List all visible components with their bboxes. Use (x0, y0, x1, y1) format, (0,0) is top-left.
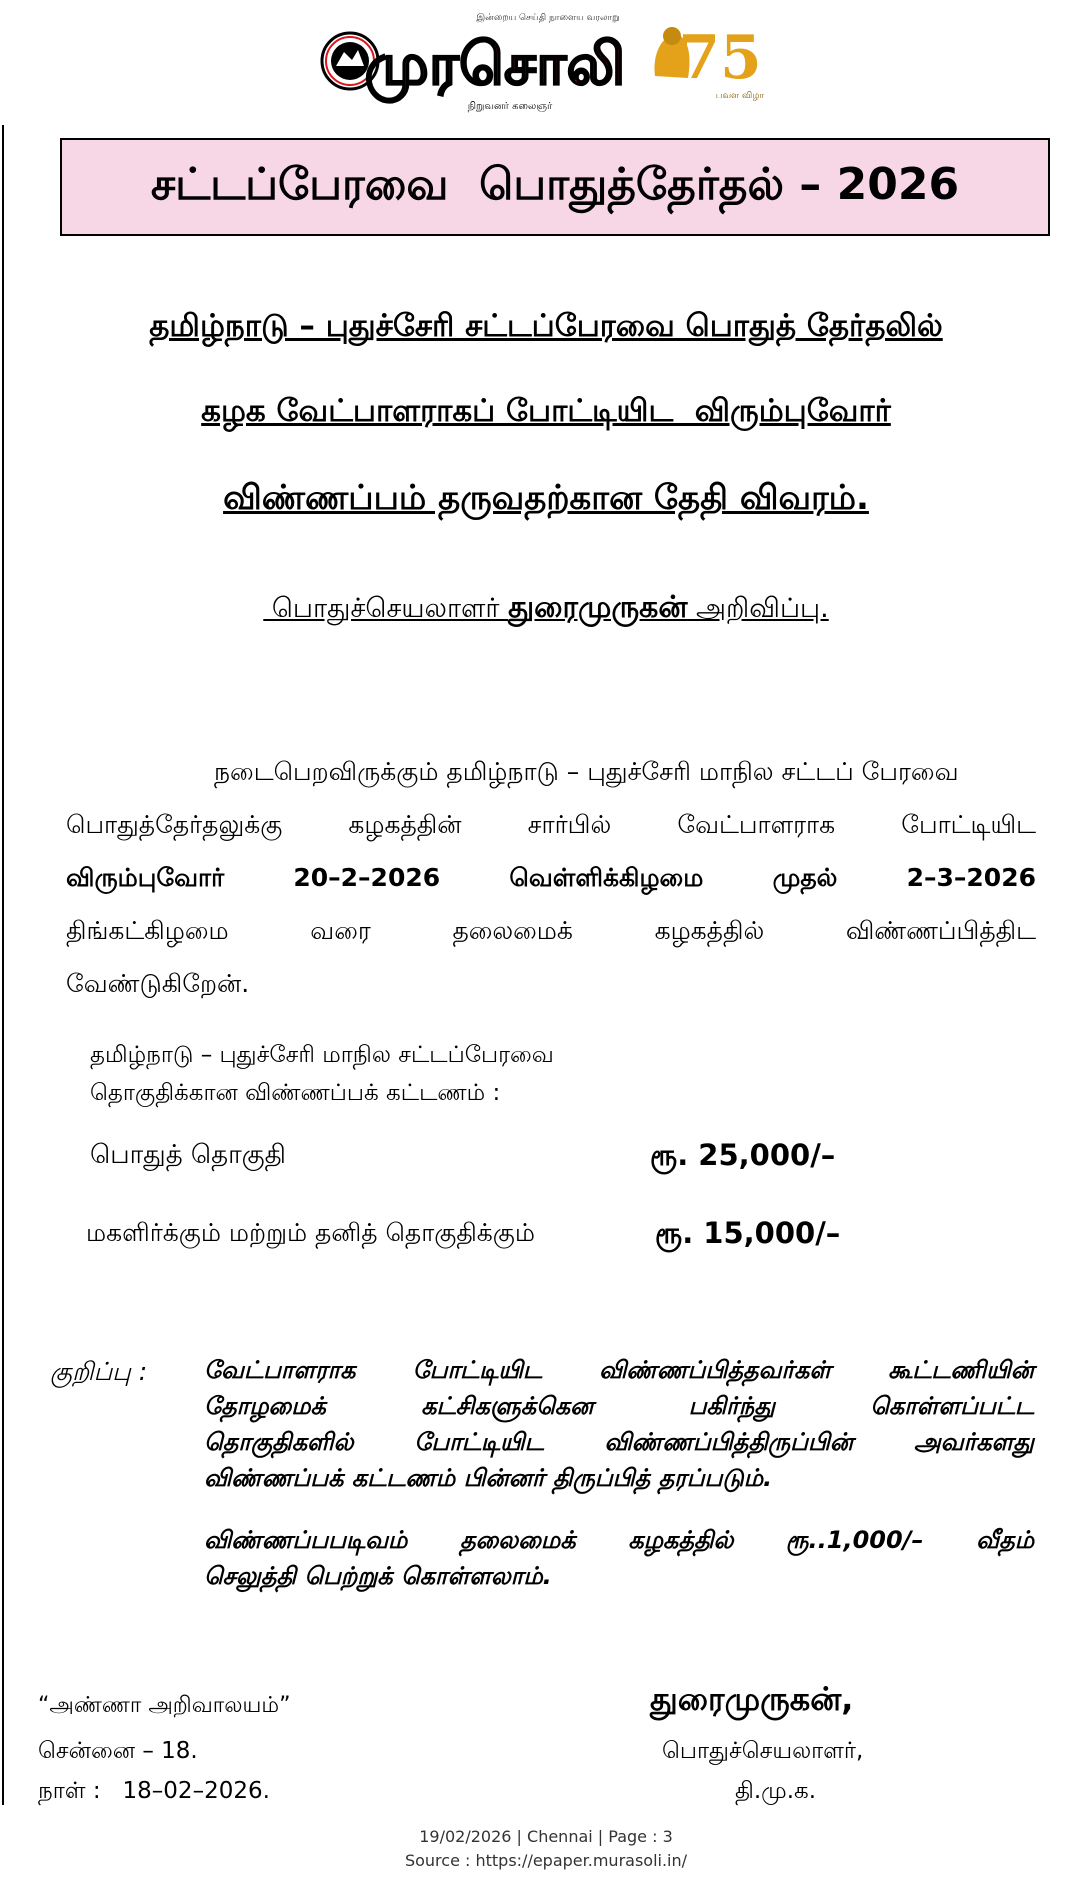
fee-general-label: பொதுத் தொகுதி (90, 1140, 286, 1170)
left-margin-rule (2, 125, 4, 1805)
date-label: நாள் : (38, 1778, 101, 1804)
fee-reserved-amount: ரூ. 15,000/– (655, 1216, 841, 1250)
anniversary-sub: பவள விழா (715, 91, 765, 101)
heading-line-2: கழக வேட்பாளராகப் போட்டியிட விரும்புவோர் (201, 393, 891, 429)
signature-name: துரைமுருகன், (650, 1680, 854, 1718)
footer-source: Source : https://epaper.murasoli.in/ (404, 1851, 688, 1870)
signature-org: தி.மு.க. (735, 1778, 817, 1804)
note-text (204, 1352, 1034, 1594)
announcement-name: துரைமுருகன் (508, 590, 688, 625)
paragraph-line: திங்கட்கிழமை வரை தலைமைக் கழகத்தில் விண்ணப்பித்திட (66, 916, 1036, 945)
main-paragraph (66, 745, 1036, 1010)
heading-line-3: விண்ணப்பம் தருவதற்கான தேதி விவரம். (223, 478, 869, 518)
note-line: விண்ணப்பபடிவம் தலைமைக் கழகத்தில் ரூ..1,000/– வீதம் (204, 1526, 1034, 1554)
masthead (320, 6, 775, 118)
title-box (60, 138, 1050, 236)
address-city: சென்னை – 18. (38, 1738, 198, 1764)
note-line: வேட்பாளராக போட்டியிட விண்ணப்பித்தவர்கள் கூட்டணியின் (204, 1356, 1034, 1384)
address-date (38, 1778, 270, 1807)
note-line: விண்ணப்பக் கட்டணம் பின்னர் திருப்பித் தரப்படும். (204, 1464, 773, 1492)
fee-intro-1: தமிழ்நாடு – புதுச்சேரி மாநில சட்டப்பேரவை (90, 1042, 554, 1068)
page-title: சட்டப்பேரவை பொதுத்தேர்தல் – 2026 (150, 158, 960, 210)
date-value: 18–02–2026. (122, 1778, 270, 1804)
announcement-prefix: பொதுச்செயலாளர் (263, 593, 509, 624)
paragraph-line-dates: விரும்புவோர் 20–2–2026 வெள்ளிக்கிழமை முதல் 2–3–2026 (66, 863, 1036, 892)
note-line: தோழமைக் கட்சிகளுக்கென பகிர்ந்து கொள்ளப்பட்ட (204, 1392, 1034, 1420)
masthead-tagline: இன்றைய செய்தி நாளைய வரலாறு (476, 13, 620, 23)
fee-intro-2: தொகுதிக்கான விண்ணப்பக் கட்டணம் : (90, 1080, 501, 1106)
signature-role: பொதுச்செயலாளர், (662, 1738, 864, 1764)
paragraph-line: நடைபெறவிருக்கும் தமிழ்நாடு – புதுச்சேரி மாநில சட்டப் பேரவை (214, 757, 959, 786)
announcement-suffix: அறிவிப்பு. (687, 593, 829, 624)
paragraph-line: பொதுத்தேர்தலுக்கு கழகத்தின் சார்பில் வேட்பாளராக போட்டியிட (66, 810, 1036, 839)
fee-reserved-label: மகளிர்க்கும் மற்றும் தனித் தொகுதிக்கும் (86, 1218, 535, 1247)
paragraph-line: வேண்டுகிறேன். (66, 969, 250, 998)
heading-announcement (0, 590, 1092, 629)
anniversary-number: 75 (678, 23, 762, 93)
footer-edition: 19/02/2026 | Chennai | Page : 3 (419, 1827, 673, 1846)
masthead-name: முரசொலி (364, 30, 626, 98)
note-line: செலுத்தி பெற்றுக் கொள்ளலாம். (204, 1562, 552, 1590)
note-label: குறிப்பு : (50, 1357, 148, 1386)
masthead-founder: நிறுவனர் கலைஞர் (467, 101, 553, 112)
fee-general-amount: ரூ. 25,000/– (650, 1138, 836, 1172)
heading-line-1: தமிழ்நாடு – புதுச்சேரி சட்டப்பேரவை பொதுத் தேர்தலில் (149, 308, 943, 344)
note-line: தொகுதிகளில் போட்டியிட விண்ணப்பித்திருப்பின் அவர்களது (204, 1428, 1034, 1456)
address-place: “அண்ணா அறிவாலயம்” (38, 1693, 291, 1718)
masthead-logo (320, 6, 775, 118)
